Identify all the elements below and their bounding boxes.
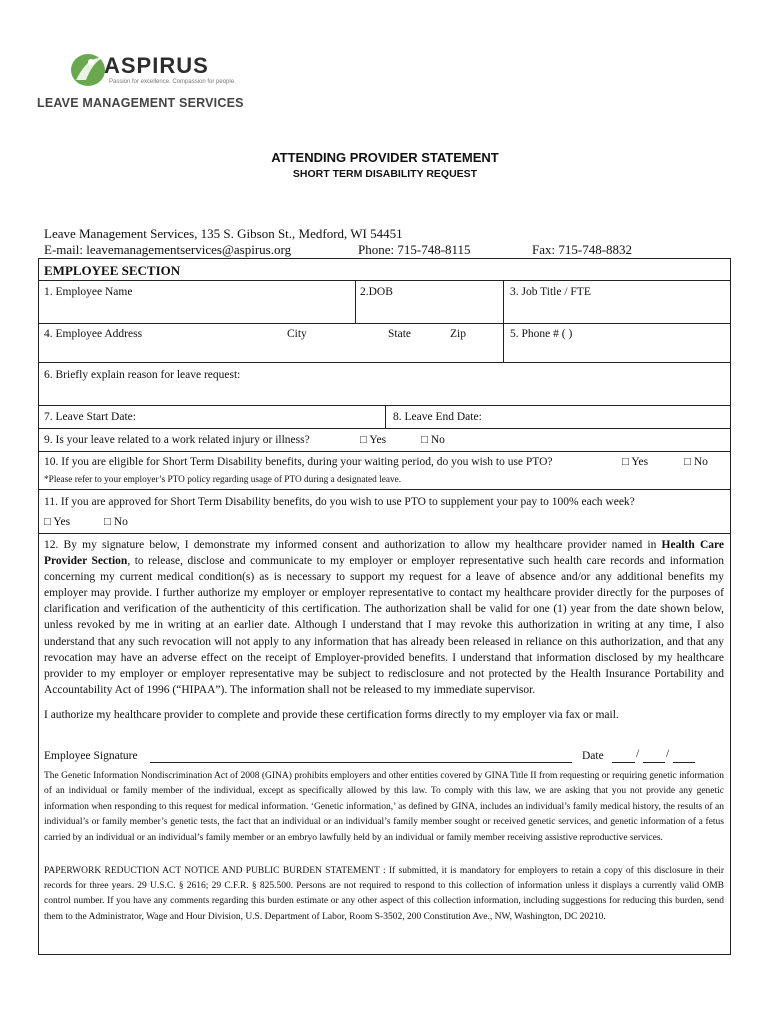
- job-title-field[interactable]: 3. Job Title / FTE: [510, 286, 591, 298]
- page-subtitle: SHORT TERM DISABILITY REQUEST: [292, 168, 478, 180]
- signature-line[interactable]: [150, 762, 572, 763]
- date-separator-1: /: [636, 748, 640, 760]
- page-title: ATTENDING PROVIDER STATEMENT: [271, 150, 499, 165]
- q11-label: 11. If you are approved for Short Term Disability benefits, do you wish to use PTO to supplement your pay to 100% each week?: [44, 496, 635, 508]
- consent-paragraph: [44, 537, 724, 698]
- dob-field[interactable]: 2.DOB: [360, 286, 393, 298]
- employee-section-title: EMPLOYEE SECTION: [44, 263, 181, 278]
- q11-yes-checkbox[interactable]: □ Yes: [44, 516, 71, 528]
- date-field[interactable]: [612, 749, 696, 763]
- consent-body: , to release, disclose and communicate to my employer or employer representative such health care records and information concerning my current medical condition(s) as is necessary to support my request for a leave of absence and/or any additional benefits my employer may provide. I further authorize my employer or employer representative to contact my healthcare provider directly for the purposes of clarification and verification of the authenticity of this certification. The authorization shall be valid for one (1) year from the date shown below, unless revoked by me in writing at an earlier date. Although I understand that I may revoke this authorization in writing at any time, I also understand that any such revocation will not apply to any information that has already been released in reliance on this authorization, and that any revocation may have an adverse effect on the receipt of Employer-provided benefits. I understand that information disclosed by my healthcare provider to my employer or employer representative may be subject to redisclosure and not protected by the Health Insurance Portability and Accountability Act of 1996 (“HIPAA”). The information shall not be released to my immediate supervisor.: [44, 555, 724, 696]
- signature-label: Employee Signature: [44, 750, 138, 762]
- q11-no-checkbox[interactable]: □ No: [104, 516, 128, 528]
- leave-end-date-field[interactable]: 8. Leave End Date:: [393, 411, 482, 423]
- q10-yes-checkbox[interactable]: □ Yes: [622, 456, 649, 468]
- contact-fax: Fax: 715-748-8832: [532, 242, 633, 257]
- department-name: LEAVE MANAGEMENT SERVICES: [37, 96, 244, 110]
- contact-phone: Phone: 715-748-8115: [358, 242, 471, 257]
- employee-address-field[interactable]: 4. Employee Address: [44, 328, 143, 340]
- pto-note: *Please refer to your employer’s PTO policy regarding usage of PTO during a designated leave.: [44, 475, 402, 485]
- leave-reason-field[interactable]: 6. Briefly explain reason for leave request:: [44, 369, 241, 381]
- phone-field[interactable]: 5. Phone # ( ): [510, 328, 573, 340]
- q9-no-checkbox[interactable]: □ No: [421, 434, 445, 446]
- date-separator-2: /: [666, 748, 670, 760]
- q10-label: 10. If you are eligible for Short Term Disability benefits, during your waiting period, do you wish to use PTO?: [44, 456, 553, 468]
- city-field[interactable]: City: [287, 328, 307, 340]
- contact-email: E-mail: leavemanagementservices@aspirus.org: [44, 242, 292, 257]
- consent-prefix: 12. By my signature below, I demonstrate my informed consent and authorization to allow my healthcare provider named in: [44, 539, 662, 551]
- date-label: Date: [582, 750, 604, 762]
- q9-yes-checkbox[interactable]: □ Yes: [360, 434, 387, 446]
- gina-notice: The Genetic Information Nondiscrimination Act of 2008 (GINA) prohibits employers and other entities covered by GINA Title II from requesting or requiring genetic information of an individual or family member of the individual, except as specifically allowed by this law. To comply with this law, we are asking that you not provide any genetic information when responding to this request for medical information. ‘Genetic information,’ as defined by GINA, includes an individual’s family medical history, the results of an individual’s or family member’s genetic tests, the fact that an individual or an individual’s family member sought or received genetic services, and genetic information of a fetus carried by an individual or an individual’s family member or an embryo lawfully held by an individual or family member receiving assistive reproductive services.: [44, 771, 724, 843]
- paperwork-notice: PAPERWORK REDUCTION ACT NOTICE AND PUBLIC BURDEN STATEMENT : If submitted, it is mandatory for employers to retain a copy of this disclosure in their records for three years. 29 U.S.C. § 2616; 29 C.F.R. § 825.500. Persons are not required to respond to this collection of information unless it displays a currently valid OMB control number. If you have any comments regarding this burden estimate or any other aspect of this collection information, including suggestions for reducing this burden, send them to the Administrator, Wage and Hour Division, U.S. Department of Labor, Room S-3502, 200 Constitution Ave., NW, Washington, DC 20210.: [44, 866, 724, 922]
- zip-field[interactable]: Zip: [450, 328, 466, 340]
- logo-tagline: Passion for excellence. Compassion for people.: [109, 79, 236, 85]
- contact-address: Leave Management Services, 135 S. Gibson St., Medford, WI 54451: [44, 226, 403, 241]
- consent-bold-section: Health Care Provider Section: [44, 539, 725, 568]
- q10-no-checkbox[interactable]: □ No: [684, 456, 708, 468]
- logo-wordmark: ASPIRUS: [104, 53, 209, 78]
- aspirus-logo-icon: [68, 50, 108, 90]
- q9-label: 9. Is your leave related to a work related injury or illness?: [44, 434, 310, 446]
- leave-start-date-field[interactable]: 7. Leave Start Date:: [44, 411, 136, 423]
- employee-name-field[interactable]: 1. Employee Name: [44, 286, 133, 298]
- authorize-statement: I authorize my healthcare provider to complete and provide these certification forms directly to my employer via fax or mail.: [44, 709, 619, 721]
- state-field[interactable]: State: [388, 328, 411, 340]
